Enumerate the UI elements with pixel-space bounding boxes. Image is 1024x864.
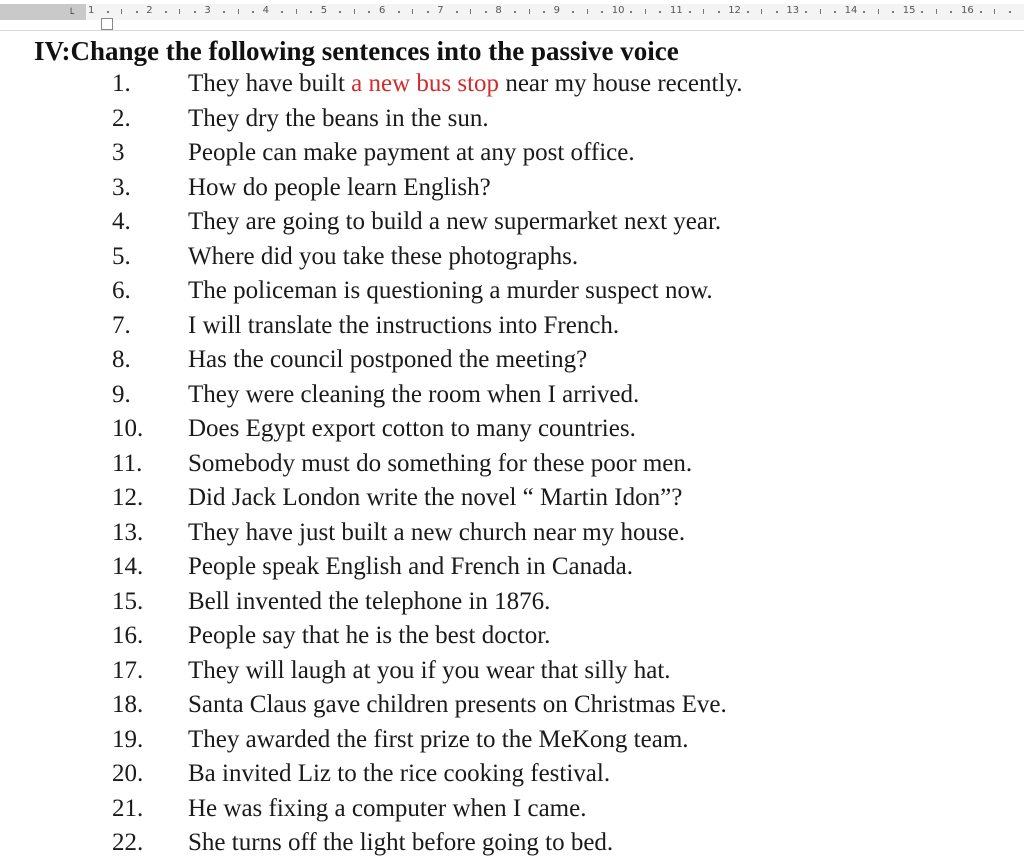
ruler-tick [194,11,196,13]
ruler-tick [470,9,471,14]
ruler-mark: 1 [88,5,95,16]
ruler-tick [587,9,588,14]
ruler-tick [950,11,952,13]
ruler-tick [368,11,370,13]
ruler-tick [936,9,937,14]
ruler-tick [107,11,109,13]
ruler-tick [572,11,574,13]
item-number: 10. [112,415,144,442]
ruler-mark: 11 [670,5,683,16]
ruler-tick [659,11,661,13]
item-number: 19. [112,725,144,753]
ruler-tick [1009,11,1011,13]
item-number: 8. [112,346,131,373]
item-number: 20. [112,760,144,787]
item-number: 3 [112,139,125,166]
ruler-tick [238,9,239,14]
ruler-tick [718,11,720,13]
list-item [0,622,1024,657]
ruler-tick [761,9,762,14]
ruler-tick [310,11,312,13]
item-number: 17. [112,656,144,684]
ruler-mark: 6 [379,5,386,16]
item-text: People say that he is the best doctor. [188,622,551,649]
ruler-mark: 8 [495,5,502,16]
ruler-tick [878,9,879,14]
exercise-heading: IV:Change the following sentences into the passive voice [34,36,679,66]
item-text: They are going to build a new supermarket next year. [188,208,722,235]
item-number: 21. [112,794,144,822]
item-text-before: They have built [188,70,352,97]
item-number: 9. [112,380,131,408]
ruler-tick [863,11,865,13]
ruler-mark: 2 [146,5,153,16]
item-text: How do people learn English? [188,173,491,201]
list-item [0,691,1024,726]
horizontal-ruler[interactable] [0,0,1024,31]
ruler-tick [820,9,821,14]
item-number: 22. [112,829,144,856]
item-number: 11. [112,449,143,477]
ruler-tick [645,9,646,14]
ruler-tick [354,9,355,14]
ruler-tick [921,11,923,13]
ruler-mark: 3 [204,5,211,16]
list-item [0,588,1024,623]
list-item [0,553,1024,588]
ruler-mark: 9 [553,5,560,16]
ruler-mark: 7 [437,5,444,16]
list-item [0,277,1024,312]
highlighted-phrase: a new bus stop [351,70,500,97]
ruler-tick [121,9,122,14]
item-number: 15. [112,587,144,615]
item-number: 18. [112,691,144,718]
list-item [0,105,1024,140]
ruler-tick [980,11,982,13]
ruler-mark: 12 [728,5,741,16]
ruler-mark: 5 [320,5,328,16]
ruler-tick [165,11,167,13]
list-item [0,243,1024,278]
list-item [0,519,1024,554]
ruler-tick [529,9,530,14]
ruler-tick [630,11,632,13]
indent-marker-icon[interactable] [101,18,113,30]
ruler-tick [223,11,225,13]
list-item [0,829,1024,864]
item-text: She turns off the light before going to bed. [188,829,614,856]
ruler-tick [747,11,749,13]
ruler-tick [179,9,180,14]
list-item [0,484,1024,519]
item-text: They were cleaning the room when I arrived. [188,380,640,408]
item-text-after: near my house recently. [499,70,743,97]
item-text: They awarded the first prize to the MeKong team. [188,725,689,753]
ruler-tick [703,9,704,14]
list-item [0,657,1024,692]
ruler-mark: 14 [844,5,858,16]
list-item [0,139,1024,174]
item-number: 5. [112,242,131,270]
item-text: Santa Claus gave children presents on Christmas Eve. [188,691,727,718]
ruler-mark: 16 [961,5,974,16]
item-number: 12. [112,484,144,511]
ruler-tick [776,11,778,13]
list-item [0,174,1024,209]
item-number: 2. [112,104,131,132]
list-item [0,381,1024,416]
ruler-tick [456,11,458,13]
ruler-tick [892,11,894,13]
ruler-mark: 10 [611,5,625,16]
tab-stop-icon[interactable]: └ [68,9,75,20]
list-item [0,208,1024,243]
ruler-tick [412,9,413,14]
ruler-mark: 15 [902,5,916,16]
ruler-mark: 4 [262,5,269,16]
item-text: They have just built a new church near my house. [188,518,686,546]
item-text: Did Jack London write the novel “ Martin Idon”? [188,484,683,511]
list-item [0,346,1024,381]
ruler-tick [601,11,603,13]
ruler-tick [805,11,807,13]
item-text: Where did you take these photographs. [188,242,579,270]
list-item [0,795,1024,830]
item-number: 1. [112,70,131,97]
list-item [0,726,1024,761]
ruler-tick [689,11,691,13]
item-number: 14. [112,553,144,580]
item-number: 3. [112,173,131,201]
ruler-tick [514,11,516,13]
item-number: 6. [112,277,131,304]
item-text: People speak English and French in Canada. [188,553,634,580]
item-text: Somebody must do something for these poor men. [188,449,693,477]
ruler-tick [281,11,283,13]
list-item [0,450,1024,485]
list-item [0,760,1024,795]
item-number: 16. [112,622,144,649]
list-item [0,70,1024,105]
item-text: Bell invented the telephone in 1876. [188,587,551,615]
item-text: Has the council postponed the meeting? [188,346,588,373]
item-text: I will translate the instructions into French. [188,311,620,339]
ruler-tick [136,11,138,13]
item-number: 13. [112,518,144,546]
item-text [188,70,742,98]
item-text: He was fixing a computer when I came. [188,794,587,822]
ruler-tick [994,9,995,14]
item-number: 7. [112,311,131,339]
list-item [0,415,1024,450]
ruler-tick [834,11,836,13]
ruler-mark: 13 [786,5,800,16]
document-page[interactable] [0,30,1024,854]
item-text: The policeman is questioning a murder suspect now. [188,277,713,304]
ruler-tick [427,11,429,13]
ruler-tick [296,9,297,14]
ruler-tick [252,11,254,13]
ruler-tick [398,11,400,13]
ruler-tick [339,11,341,13]
item-text: Ba invited Liz to the rice cooking festival. [188,760,611,787]
item-text: People can make payment at any post office. [188,139,635,166]
item-text: They dry the beans in the sun. [188,104,489,132]
item-text: Does Egypt export cotton to many countries. [188,415,636,442]
ruler-tick [485,11,487,13]
item-text: They will laugh at you if you wear that silly hat. [188,656,671,684]
ruler-tick [543,11,545,13]
item-number: 4. [112,208,131,235]
list-item [0,312,1024,347]
sentence-list [0,70,1024,864]
